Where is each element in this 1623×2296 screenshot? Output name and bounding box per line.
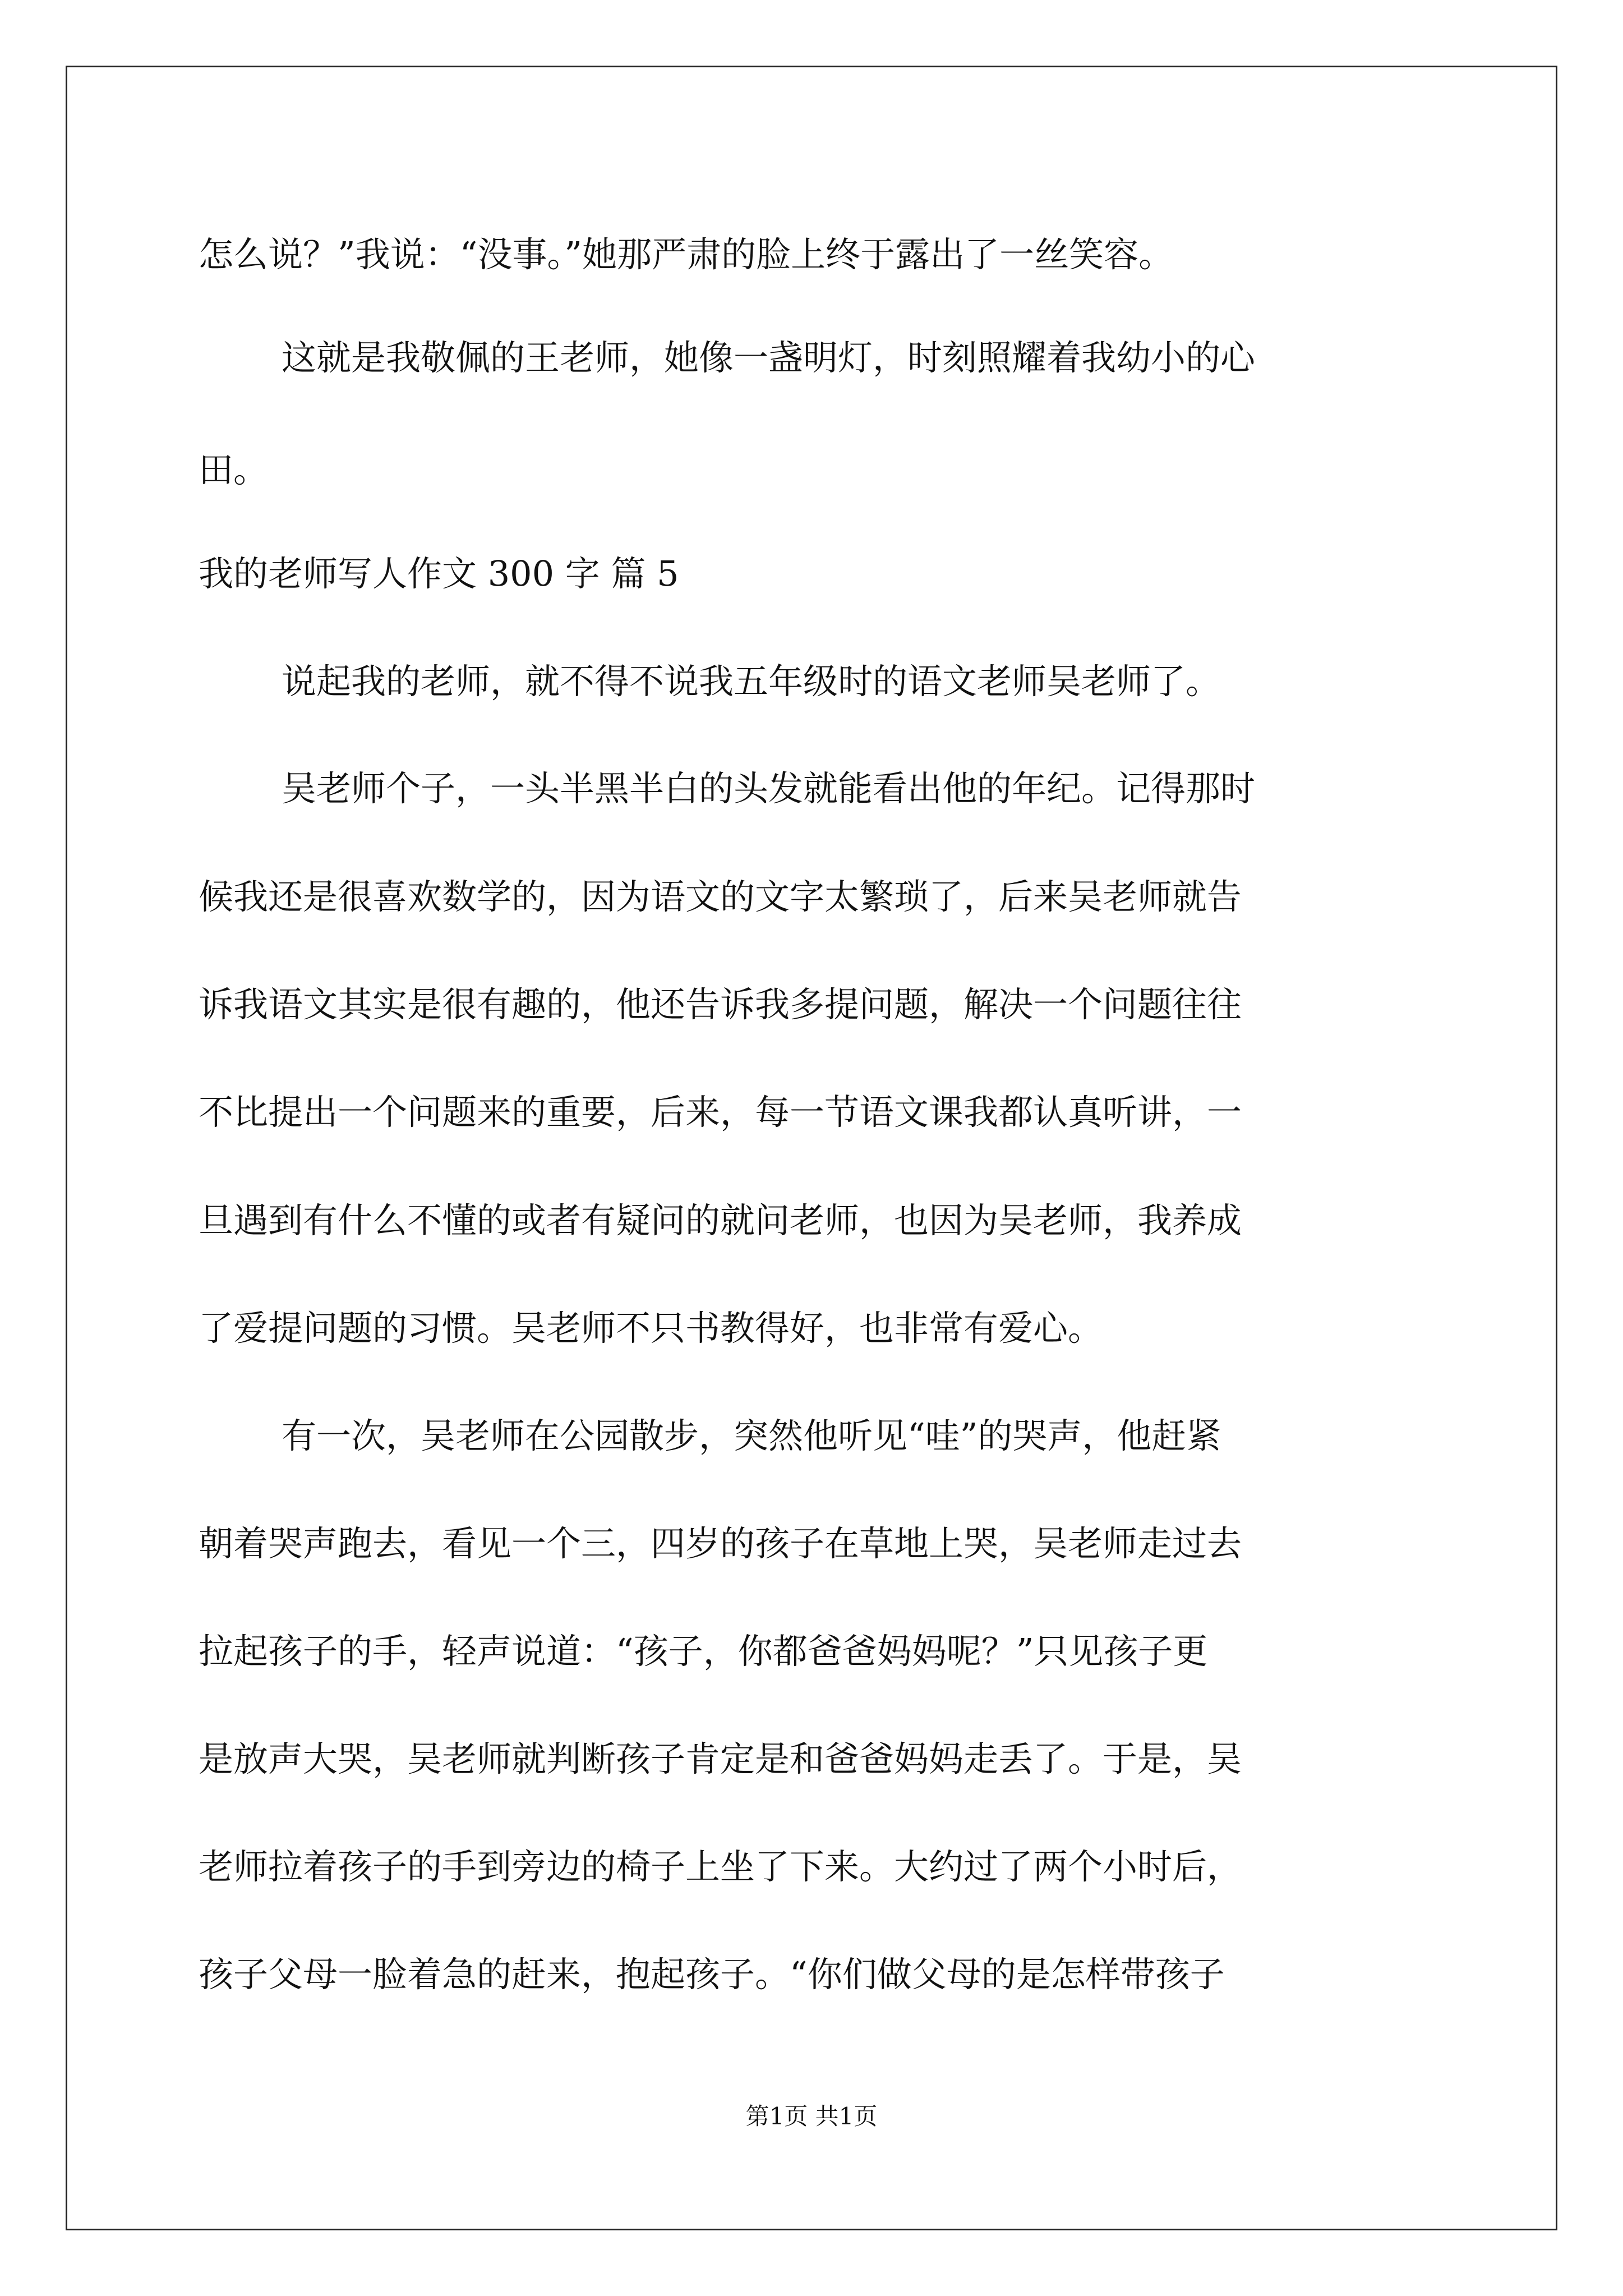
text-line: 说起我的老师，就不得不说我五年级时的语文老师吴老师了。 — [282, 661, 1221, 702]
text-line: 田。 — [199, 449, 269, 490]
page-footer: 第1页 共1页 — [745, 2102, 878, 2130]
text-line: 候我还是很喜欢数学的，因为语文的文字太繁琐了，后来吴老师就告 — [199, 876, 1242, 917]
text-line: 老师拉着孩子的手到旁边的椅子上坐了下来。大约过了两个小时后， — [199, 1846, 1242, 1887]
text-line: 这就是我敬佩的王老师，她像一盏明灯，时刻照耀着我幼小的心 — [282, 337, 1256, 378]
text-line: 吴老师个子，一头半黑半白的头发就能看出他的年纪。记得那时 — [282, 768, 1256, 809]
text-line: 拉起孩子的手，轻声说道：“孩子，你都爸爸妈妈呢？”只见孩子更 — [199, 1631, 1208, 1672]
text-line: 诉我语文其实是很有趣的，他还告诉我多提问题，解决一个问题往往 — [199, 984, 1242, 1025]
text-line: 有一次，吴老师在公园散步，突然他听见“哇”的哭声，他赶紧 — [282, 1415, 1221, 1456]
text-line: 孩子父母一脸着急的赶来，抱起孩子。“你们做父母的是怎样带孩子 — [199, 1954, 1225, 1995]
text-line: 朝着哭声跑去，看见一个三，四岁的孩子在草地上哭，吴老师走过去 — [199, 1523, 1242, 1564]
text-line: 不比提出一个问题来的重要，后来，每一节语文课我都认真听讲，一 — [199, 1092, 1242, 1133]
text-line: 怎么说？”我说：“没事。”她那严肃的脸上终于露出了一丝笑容。 — [199, 234, 1174, 275]
text-line: 了爱提问题的习惯。吴老师不只书教得好，也非常有爱心。 — [199, 1308, 1103, 1349]
text-line: 是放声大哭，吴老师就判断孩子肯定是和爸爸妈妈走丢了。于是，吴 — [199, 1738, 1242, 1779]
text-line: 旦遇到有什么不懂的或者有疑问的就问老师，也因为吴老师，我养成 — [199, 1200, 1242, 1241]
page-border — [66, 66, 1557, 2230]
section-heading: 我的老师写人作文 300 字 篇 5 — [199, 553, 679, 594]
